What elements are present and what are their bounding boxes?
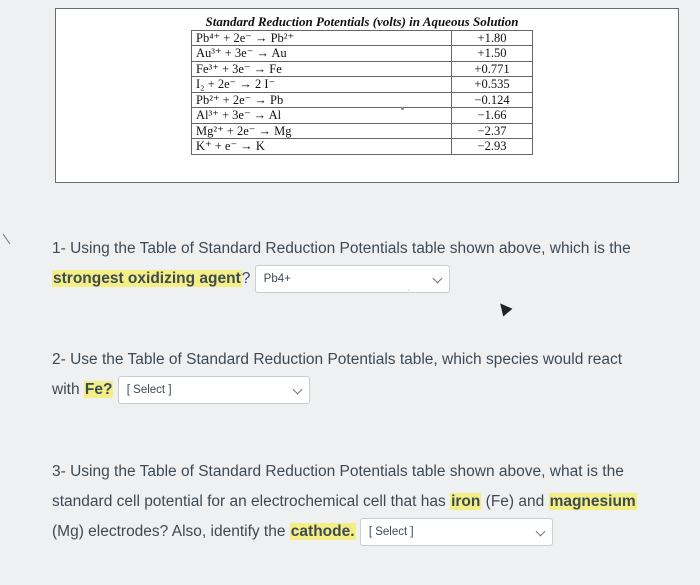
question-3-line-2	[52, 487, 637, 517]
q3-line2-b: (Fe) and	[485, 493, 545, 510]
table-row	[192, 30, 533, 46]
reaction-cell: Fe³⁺ + 3e⁻ → Fe	[192, 61, 452, 77]
table-row	[192, 77, 533, 93]
mouse-cursor-icon	[496, 300, 513, 317]
question-2-line-1: 2- Use the Table of Standard Reduction Potentials table, which species would react	[52, 351, 623, 368]
q2-with: with	[52, 381, 80, 398]
reaction-cell: Mg²⁺ + 2e⁻ → Mg	[192, 123, 452, 139]
chevron-down-icon	[535, 526, 545, 536]
table-row	[192, 61, 533, 77]
potential-cell: −1.66	[452, 108, 533, 124]
q3-magnesium: magnesium	[549, 493, 636, 510]
potential-cell: +0.771	[452, 61, 533, 77]
question-2-line-2	[52, 375, 622, 405]
question-3-line-1: 3- Using the Table of Standard Reduction Potentials table shown above, what is the	[52, 463, 624, 480]
q3-cathode: cathode.	[290, 523, 355, 540]
potential-cell: +1.80	[452, 30, 533, 46]
question-1-line-2	[52, 264, 631, 294]
table-row	[192, 108, 533, 124]
q1-highlight: strongest oxidizing agent	[53, 270, 241, 287]
tick-mark: ˌ	[407, 280, 411, 292]
reaction-cell: Pb²⁺ + 2e⁻ → Pb	[192, 92, 452, 108]
question-1-line-1: 1- Using the Table of Standard Reduction Potentials table shown above, which is the	[52, 240, 631, 257]
question-3	[52, 457, 637, 547]
chevron-down-icon	[292, 384, 302, 394]
table-row	[192, 46, 533, 62]
q1-qmark: ?	[241, 270, 251, 287]
potential-cell: −2.93	[452, 139, 533, 155]
reaction-cell: Al³⁺ + 3e⁻ → Al	[192, 108, 452, 124]
q3-line3-a: (Mg) electrodes? Also, identify the	[52, 523, 286, 540]
q3-line2-a: standard cell potential for an electrochemical cell that has	[52, 493, 446, 510]
reaction-cell: I₂ + 2e⁻ → 2 I⁻	[192, 77, 452, 93]
q3-selected-value: [ Select ]	[368, 525, 414, 538]
q2-selected-value: [ Select ]	[126, 383, 172, 396]
reaction-cell: Pb⁴⁺ + 2e⁻ → Pb²⁺	[192, 30, 452, 46]
chevron-down-icon	[432, 273, 442, 283]
q3-answer-select[interactable]	[360, 518, 553, 546]
question-3-line-3	[52, 517, 637, 547]
q1-answer-select[interactable]	[255, 265, 450, 293]
reaction-cell: Au³⁺ + 3e⁻ → Au	[192, 46, 452, 62]
table-row	[192, 139, 533, 155]
q3-iron: iron	[451, 493, 481, 510]
table-title: Standard Reduction Potentials (volts) in Aqueous Solution	[205, 14, 519, 29]
q2-highlight: Fe?	[84, 381, 113, 398]
potential-cell: +1.50	[452, 46, 533, 62]
q1-selected-value: Pb4+	[263, 272, 291, 285]
reaction-cell: K⁺ + e⁻ → K	[192, 139, 452, 155]
potential-cell: −2.37	[452, 123, 533, 139]
potential-cell: −0.124	[452, 92, 533, 108]
edge-mark	[3, 234, 11, 244]
question-2	[52, 345, 622, 405]
question-1	[52, 234, 631, 294]
reduction-potentials-table	[191, 15, 533, 155]
table-row	[192, 123, 533, 139]
table-row	[192, 92, 533, 108]
reduction-potentials-image	[55, 8, 679, 183]
image-speck	[401, 107, 404, 110]
potential-cell: +0.535	[452, 77, 533, 93]
q2-answer-select[interactable]	[118, 376, 310, 404]
